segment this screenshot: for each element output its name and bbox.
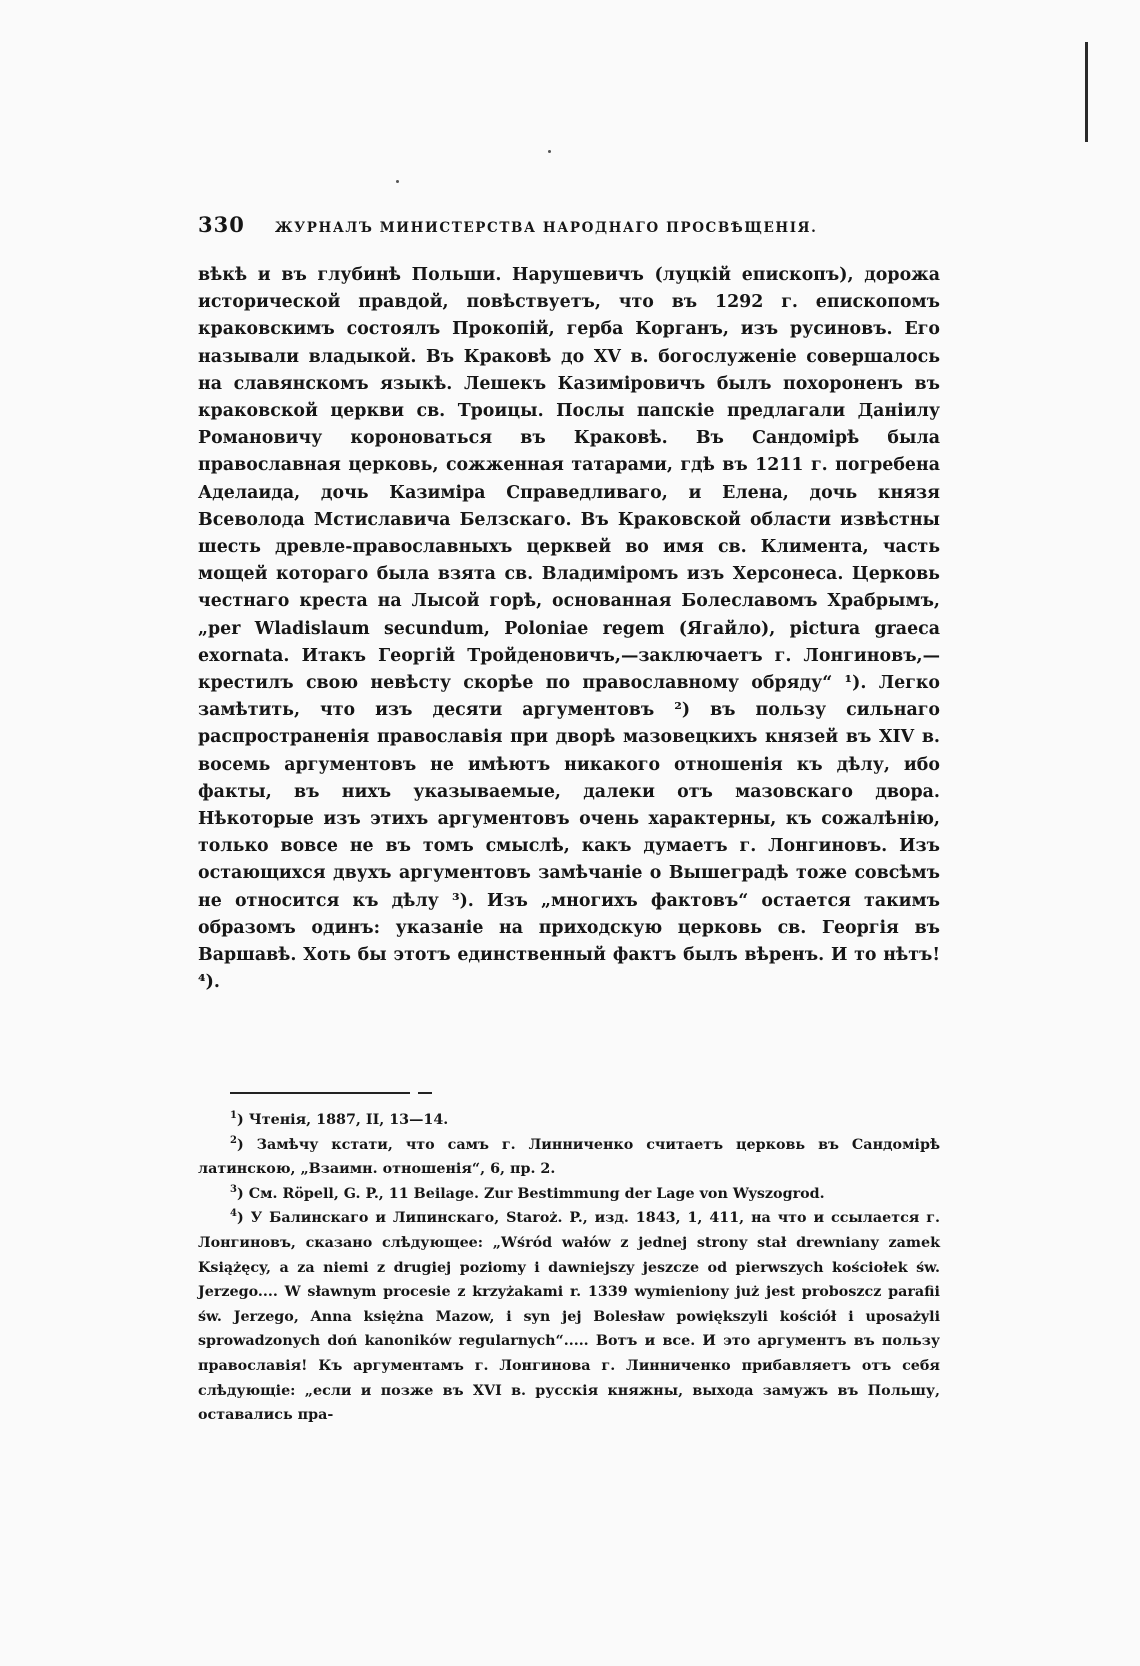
footnote-4 — [198, 1206, 940, 1427]
footnote-text: ) См. Röpell, G. P., 11 Beilage. Zur Bestimmung der Lage von Wyszogrod. — [236, 1185, 825, 1202]
footnote-mark: 1 — [230, 1110, 237, 1122]
page-number: 330 — [198, 212, 245, 237]
scan-speck — [396, 180, 399, 183]
main-text — [198, 262, 940, 1084]
footnotes — [198, 1108, 940, 1424]
footnote-2 — [198, 1133, 940, 1182]
footnote-text: ) Чтенія, 1887, II, 13—14. — [236, 1112, 449, 1128]
scan-edge-line — [1085, 42, 1088, 142]
main-paragraph: вѣкѣ и въ глубинѣ Польши. Нарушевичъ (луцкій епископъ), дорожа исторической правдой, повѣствуетъ, что въ 1292 г. епископомъ краковскимъ состоялъ Прокопій, герба Корганъ, изъ русиновъ. Его называли владыкой. Въ Краковѣ до XV в. богослуженіе совершалось на славянскомъ языкѣ. Лешекъ Казиміровичъ былъ похороненъ въ краковской церкви св. Троицы. Послы папскіе предлагали Даніилу Романовичу короноваться въ Краковѣ. Въ Сандомірѣ была православная церковь, сожженная татарами, гдѣ въ 1211 г. погребена Аделаида, дочь Казиміра Справедливаго, и Елена, дочь князя Всеволода Мстиславича Белзскаго. Въ Краковской области извѣстны шесть древле-православныхъ церквей во имя св. Климента, часть мощей котораго была взята св. Владиміромъ изъ Херсонеса. Церковь честнаго креста на Лысой горѣ, основанная Болеславомъ Храбрымъ, „per Wladislaum secundum, Poloniae regem (Ягайло), pictura graeca exornata. Итакъ Георгій Тройденовичъ,—заключаетъ г. Лонгиновъ,— крестилъ свою невѣсту скорѣе по православному обряду“ ¹). Легко замѣтить, что изъ десяти аргументовъ ²) въ пользу сильнаго распространенія православія при дворѣ мазовецкихъ князей въ XIV в. восемь аргументовъ не имѣютъ никакого отношенія къ дѣлу, ибо факты, въ нихъ указываемые, далеки отъ мазовскаго двора. Нѣкоторые изъ этихъ аргументовъ очень характерны, къ сожалѣнію, только вовсе не въ томъ смыслѣ, какъ думаетъ г. Лонгиновъ. Изъ остающихся двухъ аргументовъ замѣчаніе о Вышеградѣ тоже совсѣмъ не относится къ дѣлу ³). Изъ „многихъ фактовъ“ остается такимъ образомъ одинъ: указаніе на приходскую церковь св. Георгія въ Варшавѣ. Хоть бы этотъ единственный фактъ былъ вѣренъ. И то нѣтъ! ⁴). — [198, 265, 940, 993]
running-title: ЖУРНАЛЪ МИНИСТЕРСТВА НАРОДНАГО ПРОСВѢЩЕНІЯ. — [274, 220, 818, 236]
footnote-mark: 3 — [230, 1184, 237, 1196]
scan-speck — [548, 150, 551, 153]
page-header — [198, 212, 940, 242]
footnote-divider — [230, 1092, 410, 1094]
footnote-mark: 2 — [230, 1134, 237, 1146]
footnote-divider-tail — [418, 1092, 432, 1094]
footnote-3 — [198, 1182, 940, 1207]
footnote-text: ) Замѣчу кстати, что самъ г. Линниченко считаетъ церковь въ Сандомірѣ латинскою, „Взаимн. отношенія“, 6, пр. 2. — [198, 1136, 940, 1178]
footnote-mark: 4 — [230, 1208, 237, 1220]
footnote-1 — [198, 1108, 940, 1133]
footnote-text: ) У Балинскаго и Липинскаго, Staroż. P., изд. 1843, 1, 411, на что и ссылается г. Лонгиновъ, сказано слѣдующее: „Wśród wałów z jednej strony stał drewniany zamek Książęcy, a za niemi z drugiej poziomy i dawniejszy jeszcze od pierwszych kościołek św. Jerzego.... W sławnym procesie z krzyżakami r. 1339 wymieniony już jest proboszcz parafii św. Jerzego, Anna księżna Mazow, i syn jej Bolesław powiększyli kościół i uposażyli sprowadzonych doń kanoników regularnych“..... Вотъ и все. И это аргументъ въ пользу православія! Къ аргументамъ г. Лонгинова г. Линниченко прибавляетъ отъ себя слѣдующіе: „если и позже въ XVI в. русскія княжны, выхода замужъ въ Польшу, оставались пра- — [198, 1210, 940, 1424]
